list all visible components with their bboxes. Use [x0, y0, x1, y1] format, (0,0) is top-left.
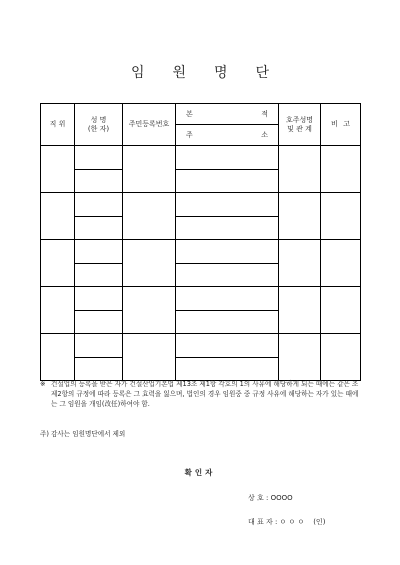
- officer-row: [41, 287, 361, 311]
- representative-line: [248, 517, 325, 527]
- remarks-cell[interactable]: [321, 334, 361, 381]
- family-head-cell[interactable]: [279, 146, 321, 193]
- header-resident-number: 주민등록번호: [123, 104, 176, 146]
- name-cell[interactable]: [75, 193, 123, 217]
- name-cell[interactable]: [75, 287, 123, 311]
- resident-number-cell[interactable]: [123, 240, 176, 287]
- hanja-name-cell[interactable]: [75, 357, 123, 381]
- note-registration-text: 건설업의 등록을 받은 자가 건설산업기본법 제13조 제1항 각호의 1의 사유에 해당하게 되는 때에는 같은 조 제2항의 규정에 따라 등록은 그 효력을 잃으며, 법인의 경우 임원중 중 규정 사유에 해당하는 자가 있는 때에는 그 임원을 개임(改任)하여야 함.: [51, 380, 359, 409]
- remarks-cell[interactable]: [321, 146, 361, 193]
- confirmation-heading: 확인자: [184, 468, 216, 477]
- address-cell[interactable]: [176, 357, 279, 381]
- trade-name-line: [248, 493, 293, 503]
- family-head-cell[interactable]: [279, 287, 321, 334]
- officer-row: [41, 334, 361, 358]
- header-domicile: [176, 104, 279, 125]
- header-remarks-left: 비: [331, 120, 338, 129]
- header-name-hanja: (한 자): [87, 124, 110, 133]
- position-cell[interactable]: [41, 240, 75, 287]
- header-family-head-line1: 호주성명: [285, 116, 314, 125]
- resident-number-cell[interactable]: [123, 193, 176, 240]
- position-cell[interactable]: [41, 146, 75, 193]
- header-family-head: [279, 104, 321, 146]
- remarks-cell[interactable]: [321, 240, 361, 287]
- header-family-head-line2: 및 관 계: [287, 124, 312, 133]
- position-cell[interactable]: [41, 334, 75, 381]
- representative-label: 대 표 자 :: [248, 518, 280, 526]
- position-cell[interactable]: [41, 193, 75, 240]
- trade-name-label: 상 호 :: [248, 494, 271, 502]
- name-cell[interactable]: [75, 334, 123, 358]
- name-cell[interactable]: [75, 240, 123, 264]
- resident-number-cell[interactable]: [123, 334, 176, 381]
- note-auditor-exclusion: 주) 감사는 임원명단에서 제외: [40, 430, 126, 438]
- representative-value: ㅇ ㅇ ㅇ: [279, 518, 305, 526]
- address-cell[interactable]: [176, 263, 279, 287]
- remarks-cell[interactable]: [321, 193, 361, 240]
- hanja-name-cell[interactable]: [75, 169, 123, 193]
- header-domicile-right: 적: [261, 109, 268, 118]
- note-star-marker: ※: [40, 380, 46, 388]
- header-address-left: 주: [186, 130, 193, 139]
- resident-number-cell[interactable]: [123, 287, 176, 334]
- family-head-cell[interactable]: [279, 193, 321, 240]
- domicile-cell[interactable]: [176, 240, 279, 264]
- address-cell[interactable]: [176, 169, 279, 193]
- note-registration: [40, 379, 360, 410]
- seal-mark: (인): [313, 518, 326, 526]
- position-cell[interactable]: [41, 287, 75, 334]
- hanja-name-cell[interactable]: [75, 310, 123, 334]
- roster-body: [41, 146, 361, 381]
- domicile-cell[interactable]: [176, 287, 279, 311]
- officer-row: [41, 193, 361, 217]
- header-address: [176, 125, 279, 146]
- resident-number-cell[interactable]: [123, 146, 176, 193]
- header-remarks-right: 고: [343, 120, 350, 129]
- header-address-right: 소: [261, 130, 268, 139]
- header-name-hangul: 성 명: [90, 116, 107, 125]
- officer-row: [41, 146, 361, 170]
- page-title: 임원명단: [130, 65, 298, 81]
- officer-row: [41, 240, 361, 264]
- address-cell[interactable]: [176, 216, 279, 240]
- domicile-cell[interactable]: [176, 334, 279, 358]
- trade-name-value: OOOO: [270, 494, 293, 502]
- header-remarks: [321, 104, 361, 146]
- domicile-cell[interactable]: [176, 193, 279, 217]
- remarks-cell[interactable]: [321, 287, 361, 334]
- officer-roster-table: [40, 103, 361, 381]
- header-name: [75, 104, 123, 146]
- domicile-cell[interactable]: [176, 146, 279, 170]
- address-cell[interactable]: [176, 310, 279, 334]
- family-head-cell[interactable]: [279, 240, 321, 287]
- name-cell[interactable]: [75, 146, 123, 170]
- header-position: 직 위: [41, 104, 75, 146]
- family-head-cell[interactable]: [279, 334, 321, 381]
- hanja-name-cell[interactable]: [75, 263, 123, 287]
- header-domicile-left: 본: [186, 109, 193, 118]
- hanja-name-cell[interactable]: [75, 216, 123, 240]
